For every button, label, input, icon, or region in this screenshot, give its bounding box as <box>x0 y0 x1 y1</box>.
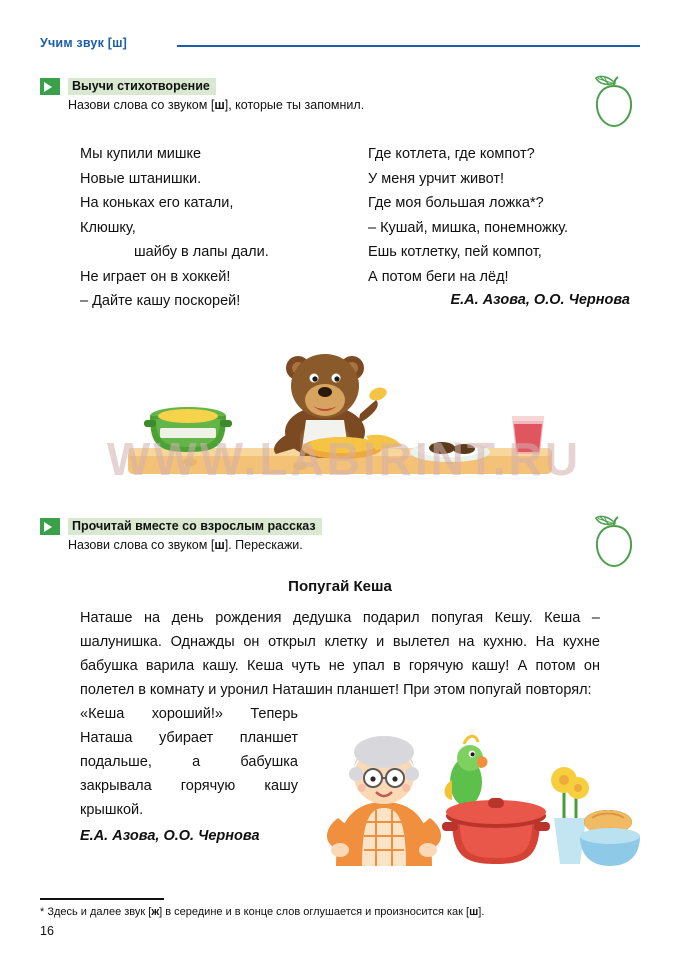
green-arrow-icon <box>40 78 60 95</box>
story-text: Наташе на день рождения дедушка подарил попугая Кешу. Кеша – шалунишка. Однажды он открыл клетку и вылетел на кухню. На кухне бабушка варила кашу. Кеша чуть не упал в горячую кашу! А потом он полетел в комнату и уронил Наташин планшет! При этом попугай повторял: <box>80 610 600 698</box>
footnote-text-2: ] в середине и в конце слов оглушается и произносится как [ <box>159 906 470 918</box>
footnote-text-3: ]. <box>478 906 485 918</box>
poem-line: – Дайте кашу поскорей! <box>80 293 241 309</box>
story-text: «Кеша хороший!» Теперь Наташа убирает планшет подальше, а бабушка закрывала горячую кашу крышкой. <box>80 706 298 818</box>
footnote-marker: * <box>40 906 45 918</box>
poem-line: Не играет он в хоккей! <box>80 268 231 285</box>
poem-line: Мы купили мишке <box>80 146 202 162</box>
footnote-sound-2: ш <box>469 906 479 918</box>
story-author: Е.А. Азова, О.О. Чернова <box>80 828 260 844</box>
footnote-text-1: Здесь и далее звук [ <box>44 906 152 918</box>
footnote-sound-1: ж <box>151 906 160 918</box>
task-sub-text-1: Назови слова со звуком [ <box>68 98 215 112</box>
task-sub-sound-1: ш <box>214 98 225 112</box>
header-title: Учим звук [ш] <box>40 36 128 50</box>
poem-line: У меня урчит живот! <box>368 170 505 187</box>
task-subtitle-poem <box>68 98 364 112</box>
poem-right-column <box>368 142 568 289</box>
story-title: Попугай Кеша <box>288 578 392 595</box>
poem-line: Клюшку, <box>80 219 136 236</box>
story-paragraph-narrow <box>80 702 298 822</box>
task-sub-text-1: Назови слова со звуком [ <box>68 538 215 552</box>
task-subtitle-story <box>68 538 303 552</box>
watermark: WWW.LABIRINT.RU <box>106 433 582 485</box>
poem-line: шайбу в лапы дали. <box>134 244 269 260</box>
poem-line: А потом беги на лёд! <box>368 268 509 285</box>
poem-line: Где моя большая ложка*? <box>368 195 544 211</box>
footnote-divider <box>40 898 164 900</box>
footnote <box>40 905 640 920</box>
poem-line: – Кушай, мишка, понемножку. <box>368 219 569 236</box>
story-paragraph-wide <box>80 606 600 702</box>
poem-line: Где котлета, где компот? <box>368 146 535 162</box>
task-heading-poem: Выучи стихотворение <box>68 78 216 95</box>
task-heading-story: Прочитай вместе со взрослым рассказ <box>68 518 322 535</box>
header-divider <box>177 45 640 47</box>
apple-icon <box>588 74 640 130</box>
poem-left-column <box>80 142 269 314</box>
task-sub-text-2: ]. Перескажи. <box>224 538 303 552</box>
poem-line: Ешь котлетку, пей компот, <box>368 244 542 260</box>
green-arrow-icon <box>40 518 60 535</box>
bear-at-table-illustration <box>120 320 560 500</box>
page-number: 16 <box>40 924 54 938</box>
task-sub-text-2: ], которые ты запомнил. <box>224 98 365 112</box>
apple-icon <box>588 514 640 570</box>
poem-line: На коньках его катали, <box>80 195 234 211</box>
grandma-with-parrot-illustration <box>300 690 640 870</box>
task-sub-sound-1: ш <box>214 538 225 552</box>
poem-author: Е.А. Азова, О.О. Чернова <box>450 292 630 308</box>
poem-line: Новые штанишки. <box>80 170 202 187</box>
page-header <box>40 36 640 58</box>
